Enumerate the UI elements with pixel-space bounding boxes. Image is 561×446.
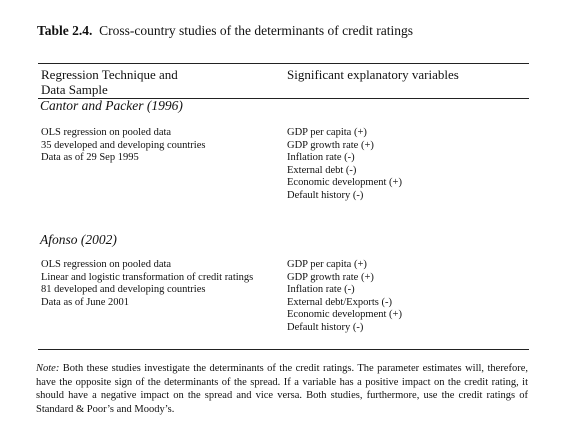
variable-line: External debt (-) [287,164,357,176]
bottom-rule [38,349,529,350]
variable-line: Economic development (+) [287,309,402,321]
technique-line: Linear and logistic transformation of credit ratings [41,271,254,283]
variable-line: Default history (-) [287,321,364,333]
table-note [36,362,528,416]
note-label: Note: [36,363,60,374]
variable-line: GDP per capita (+) [287,259,367,270]
technique-line: 81 developed and developing countries [41,284,206,296]
study-technique-list [41,127,205,165]
technique-line: 35 developed and developing countries [41,139,206,151]
study-name: Cantor and Packer (1996) [40,98,183,113]
header-col2: Significant explanatory variables [287,67,459,82]
technique-line: Data as of 29 Sep 1995 [41,152,139,164]
table-caption [37,23,413,39]
technique-line: OLS regression on pooled data [41,127,172,138]
variable-line: GDP per capita (+) [287,127,367,138]
variable-line: External debt/Exports (-) [287,296,392,308]
technique-line: Data as of June 2001 [41,296,130,308]
table-title: Cross-country studies of the determinants of credit ratings [99,23,413,38]
study-technique-list [41,259,253,309]
study-variable-list [287,259,402,335]
header-col1-line2: Data Sample [41,82,108,97]
note-text: Both these studies investigate the determinants of the credit ratings. The parameter estimates will, therefore, have the opposite sign of the determinants of the spread. If a variable has a positive impact on the credit rating, it should have a negative impact on the spread and vice versa. Both studies, furthermore, use the credit ratings of Standard & Poor’s and Moody’s. [36,363,529,415]
header-col1-line1: Regression Technique and [41,67,178,82]
variable-line: GDP growth rate (+) [287,139,374,151]
technique-line: OLS regression on pooled data [41,259,172,270]
variable-line: Inflation rate (-) [287,284,355,296]
table-number: Table 2.4. [37,23,93,38]
header-col1 [41,67,178,97]
variable-line: Inflation rate (-) [287,152,355,164]
top-rule [38,63,529,64]
variable-line: GDP growth rate (+) [287,271,374,283]
variable-line: Default history (-) [287,189,364,201]
study-name: Afonso (2002) [40,232,117,247]
study-variable-list [287,127,402,203]
variable-line: Economic development (+) [287,177,402,189]
